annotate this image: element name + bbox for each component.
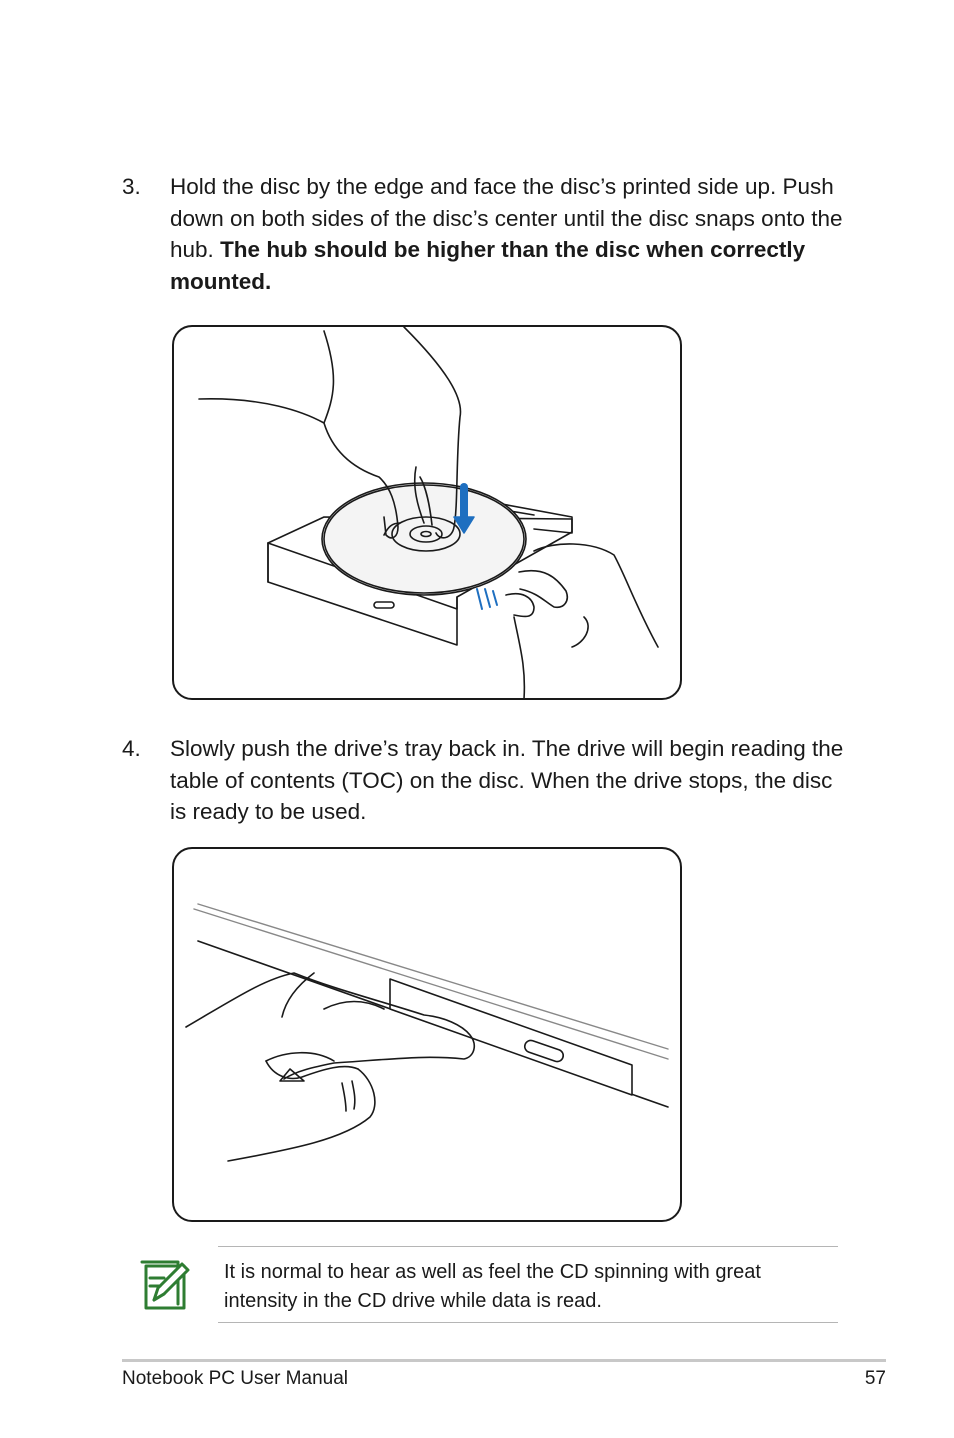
step-number: 4.: [122, 736, 141, 761]
step-4: [122, 733, 852, 833]
step-text: [170, 733, 852, 828]
page-number: 57: [864, 1368, 886, 1389]
note-pencil-icon: [140, 1256, 192, 1312]
note-text: It is normal to hear as well as feel the CD spinning with great intensity in the CD drive while data is read.: [224, 1261, 761, 1312]
footer-divider: [122, 1359, 886, 1362]
step-emphasis: The hub should be higher than the disc when correctly mounted.: [170, 237, 806, 294]
step-number: 3.: [122, 174, 141, 199]
note-divider: [218, 1246, 838, 1247]
disc-mounting-illustration: [172, 325, 682, 700]
push-tray-illustration: [172, 847, 682, 1222]
footer-title: Notebook PC User Manual: [122, 1368, 348, 1389]
step-instruction: Slowly push the drive’s tray back in. The drive will begin reading the table of contents (TOC) on the disc. When the drive stops, the disc is ready to be used.: [170, 736, 844, 824]
step-instruction: Hold the disc by the edge and face the disc’s printed side up. Push down on both sides of the disc’s center until the disc snaps onto the hub.: [170, 174, 843, 262]
step-text: [170, 171, 852, 297]
step-3: [122, 171, 852, 301]
note-divider: [218, 1322, 838, 1323]
